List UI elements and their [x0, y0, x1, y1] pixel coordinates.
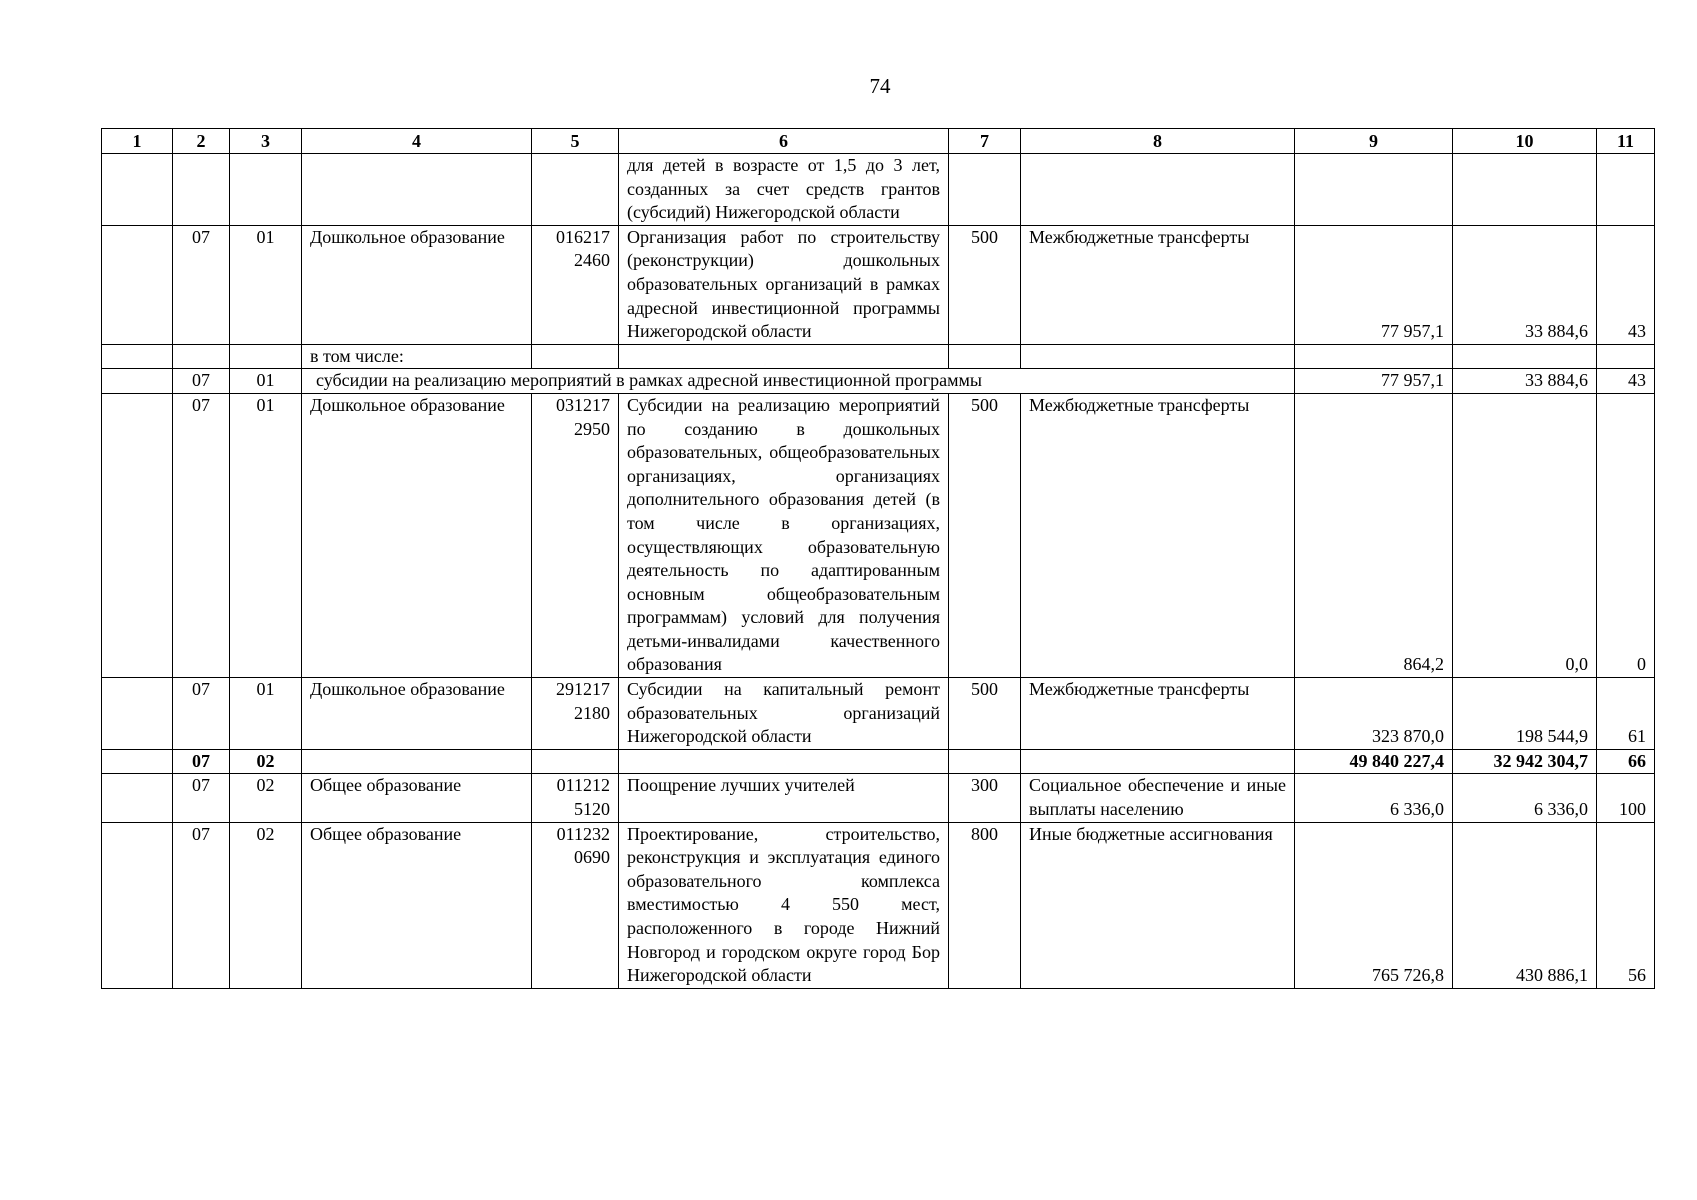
- cell-subsection-name: Общее образование: [302, 774, 532, 822]
- cell-section: 07: [173, 369, 230, 394]
- cell-expense-type-code: 500: [949, 225, 1021, 344]
- cell-expense-type-name: Межбюджетные трансферты: [1021, 393, 1295, 677]
- cell-planned-amount: 49 840 227,4: [1295, 749, 1453, 774]
- cell-subsection: 01: [230, 678, 302, 750]
- table-row: [102, 678, 1655, 750]
- cell-target-code: 011212 5120: [532, 774, 619, 822]
- cell-section: 07: [173, 225, 230, 344]
- column-header: 4: [302, 129, 532, 154]
- cell-executed-amount: [1453, 154, 1597, 226]
- table-row: [102, 393, 1655, 677]
- cell-target-code: [532, 749, 619, 774]
- table-row: [102, 225, 1655, 344]
- cell-subsection-name: [302, 154, 532, 226]
- cell-executed-amount: 0,0: [1453, 393, 1597, 677]
- column-header: 1: [102, 129, 173, 154]
- cell-col1: [102, 749, 173, 774]
- cell-executed-amount: [1453, 344, 1597, 369]
- table-row: [102, 822, 1655, 988]
- cell-subsection: 02: [230, 774, 302, 822]
- cell-planned-amount: [1295, 154, 1453, 226]
- cell-target-name: Организация работ по строительству (реконструкции) дошкольных образовательных организаций в рамках адресной инвестиционной программы Нижегородской области: [619, 225, 949, 344]
- cell-section: 07: [173, 749, 230, 774]
- cell-col1: [102, 369, 173, 394]
- cell-subsection: 02: [230, 749, 302, 774]
- cell-planned-amount: 765 726,8: [1295, 822, 1453, 988]
- table-row: [102, 369, 1655, 394]
- cell-percent: 66: [1597, 749, 1655, 774]
- column-header: 7: [949, 129, 1021, 154]
- cell-executed-amount: 198 544,9: [1453, 678, 1597, 750]
- cell-percent: 43: [1597, 225, 1655, 344]
- cell-percent: [1597, 154, 1655, 226]
- cell-expense-type-name: [1021, 749, 1295, 774]
- cell-col1: [102, 344, 173, 369]
- cell-target-name: Субсидии на капитальный ремонт образовательных организаций Нижегородской области: [619, 678, 949, 750]
- including-label: в том числе:: [302, 344, 532, 369]
- cell-target-code: 291217 2180: [532, 678, 619, 750]
- cell-target-code: 016217 2460: [532, 225, 619, 344]
- cell-percent: 43: [1597, 369, 1655, 394]
- cell-subsection-name: Общее образование: [302, 822, 532, 988]
- cell-target-name: для детей в возрасте от 1,5 до 3 лет, созданных за счет средств грантов (субсидий) Нижегородской области: [619, 154, 949, 226]
- cell-planned-amount: 323 870,0: [1295, 678, 1453, 750]
- column-header: 10: [1453, 129, 1597, 154]
- cell-expense-type-code: [949, 749, 1021, 774]
- cell-expense-type-name: Межбюджетные трансферты: [1021, 678, 1295, 750]
- cell-percent: 100: [1597, 774, 1655, 822]
- cell-subsection: [230, 344, 302, 369]
- cell-expense-type-name: Межбюджетные трансферты: [1021, 225, 1295, 344]
- cell-subsection: 01: [230, 225, 302, 344]
- cell-target-name: Проектирование, строительство, реконструкция и эксплуатация единого образовательного комплекса вместимостью 4 550 мест, расположенного в городе Нижний Новгород и городском округе город Бор Нижегородской области: [619, 822, 949, 988]
- cell-expense-type-code: 800: [949, 822, 1021, 988]
- cell-target-name: [619, 344, 949, 369]
- cell-subsection: 01: [230, 393, 302, 677]
- cell-section: [173, 344, 230, 369]
- cell-planned-amount: 864,2: [1295, 393, 1453, 677]
- cell-planned-amount: 6 336,0: [1295, 774, 1453, 822]
- cell-target-code: 011232 0690: [532, 822, 619, 988]
- cell-col1: [102, 225, 173, 344]
- cell-section: [173, 154, 230, 226]
- cell-subsection: 02: [230, 822, 302, 988]
- table-row-total: [102, 749, 1655, 774]
- table-row: [102, 774, 1655, 822]
- cell-executed-amount: 33 884,6: [1453, 225, 1597, 344]
- cell-planned-amount: 77 957,1: [1295, 369, 1453, 394]
- cell-percent: 61: [1597, 678, 1655, 750]
- cell-col1: [102, 678, 173, 750]
- cell-expense-type-name: Социальное обеспечение и иные выплаты населению: [1021, 774, 1295, 822]
- budget-table: [101, 128, 1655, 989]
- cell-executed-amount: 6 336,0: [1453, 774, 1597, 822]
- cell-expense-type-code: 500: [949, 678, 1021, 750]
- cell-percent: 56: [1597, 822, 1655, 988]
- column-header: 8: [1021, 129, 1295, 154]
- cell-expense-type-name: Иные бюджетные ассигнования: [1021, 822, 1295, 988]
- cell-section: 07: [173, 678, 230, 750]
- cell-subsection-name: [302, 749, 532, 774]
- cell-target-code: [532, 344, 619, 369]
- cell-col1: [102, 154, 173, 226]
- cell-expense-type-code: 300: [949, 774, 1021, 822]
- cell-planned-amount: 77 957,1: [1295, 225, 1453, 344]
- cell-section: 07: [173, 822, 230, 988]
- cell-target-name: [619, 749, 949, 774]
- table-row: [102, 344, 1655, 369]
- cell-target-code: [532, 154, 619, 226]
- cell-col1: [102, 822, 173, 988]
- cell-target-code: 031217 2950: [532, 393, 619, 677]
- column-header: 5: [532, 129, 619, 154]
- cell-expense-type-code: [949, 154, 1021, 226]
- cell-subsection-name: Дошкольное образование: [302, 678, 532, 750]
- column-header: 2: [173, 129, 230, 154]
- cell-executed-amount: 32 942 304,7: [1453, 749, 1597, 774]
- cell-section: 07: [173, 774, 230, 822]
- cell-executed-amount: 33 884,6: [1453, 369, 1597, 394]
- cell-subsection: 01: [230, 369, 302, 394]
- subsidy-summary-text: субсидии на реализацию мероприятий в рамках адресной инвестиционной программы: [302, 369, 1295, 394]
- table-row: [102, 154, 1655, 226]
- cell-col1: [102, 774, 173, 822]
- table-header-row: [102, 129, 1655, 154]
- page-number: 74: [869, 74, 891, 98]
- cell-expense-type-name: [1021, 344, 1295, 369]
- cell-expense-type-name: [1021, 154, 1295, 226]
- column-header: 9: [1295, 129, 1453, 154]
- cell-expense-type-code: 500: [949, 393, 1021, 677]
- column-header: 6: [619, 129, 949, 154]
- cell-expense-type-code: [949, 344, 1021, 369]
- column-header: 3: [230, 129, 302, 154]
- cell-subsection: [230, 154, 302, 226]
- cell-subsection-name: Дошкольное образование: [302, 225, 532, 344]
- cell-percent: [1597, 344, 1655, 369]
- cell-target-name: Поощрение лучших учителей: [619, 774, 949, 822]
- cell-percent: 0: [1597, 393, 1655, 677]
- cell-executed-amount: 430 886,1: [1453, 822, 1597, 988]
- cell-subsection-name: Дошкольное образование: [302, 393, 532, 677]
- cell-target-name: Субсидии на реализацию мероприятий по созданию в дошкольных образовательных, общеобразовательных организациях, организациях дополнительного образования детей (в том числе в организациях, осуществляющих образовательную деятельность по адаптированным основным общеобразовательным программам) условий для получения детьми-инвалидами качественного образования: [619, 393, 949, 677]
- column-header: 11: [1597, 129, 1655, 154]
- cell-col1: [102, 393, 173, 677]
- cell-section: 07: [173, 393, 230, 677]
- cell-planned-amount: [1295, 344, 1453, 369]
